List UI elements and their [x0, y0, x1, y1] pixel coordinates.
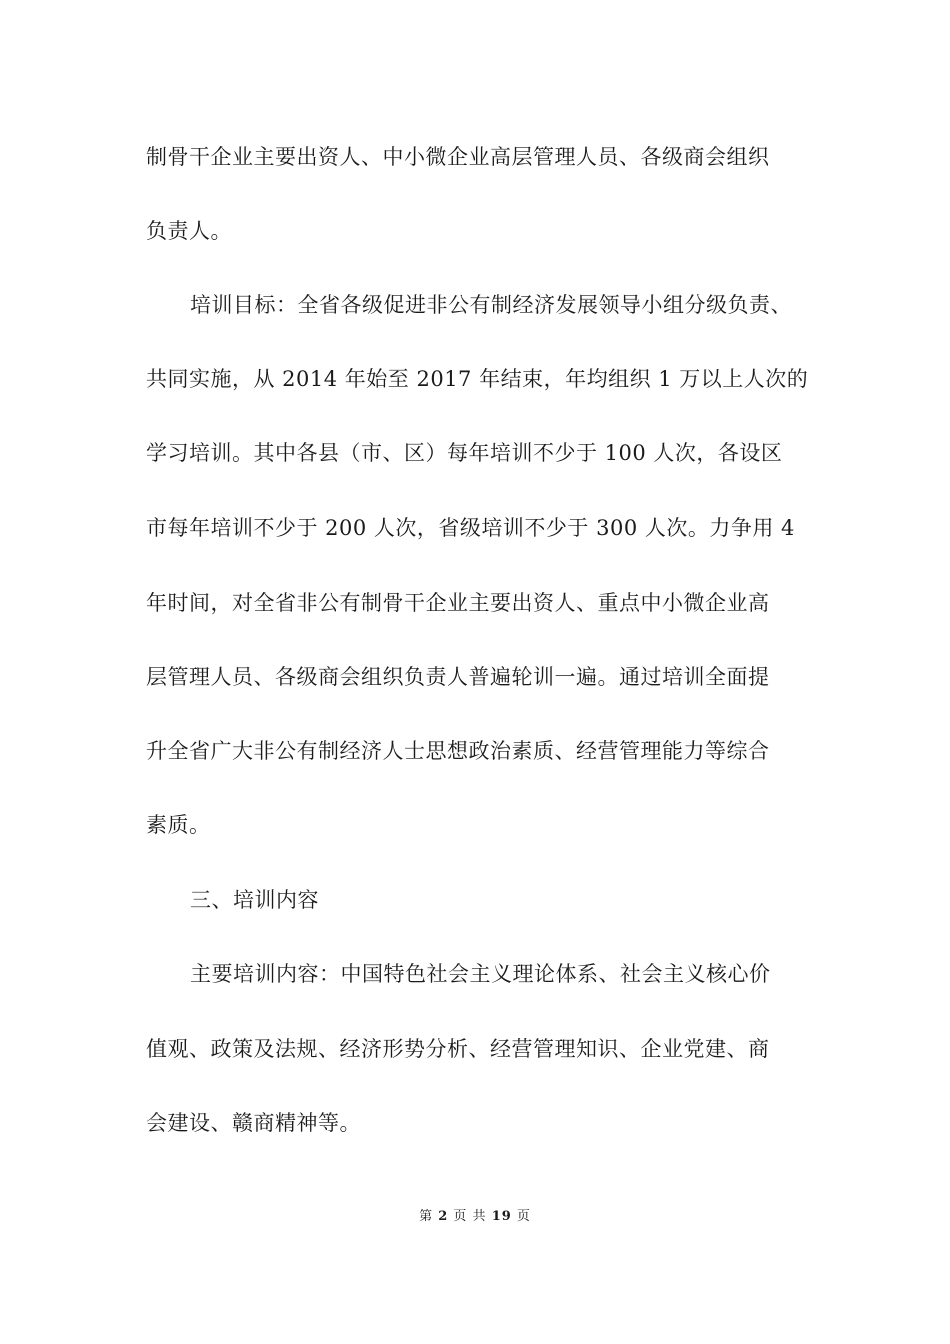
body-line-11: 主要培训内容：中国特色社会主义理论体系、社会主义核心价 — [190, 962, 771, 986]
body-line-3: 培训目标：全省各级促进非公有制经济发展领导小组分级负责、 — [190, 293, 792, 317]
body-line-2: 负责人。 — [146, 219, 232, 243]
body-line-5: 学习培训。其中各县（市、区）每年培训不少于 100 人次，各设区 — [146, 441, 783, 465]
body-line-6: 市每年培训不少于 200 人次，省级培训不少于 300 人次。力争用 4 — [146, 516, 795, 540]
body-line-7: 年时间，对全省非公有制骨干企业主要出资人、重点中小微企业高 — [146, 591, 770, 615]
body-line-9: 升全省广大非公有制经济人士思想政治素质、经营管理能力等综合 — [146, 739, 770, 763]
body-line-12: 值观、政策及法规、经济形势分析、经营管理知识、企业党建、商 — [146, 1037, 770, 1061]
page-footer — [0, 1207, 950, 1227]
body-line-4: 共同实施，从 2014 年始至 2017 年结束，年均组织 1 万以上人次的 — [146, 367, 809, 391]
footer-suffix: 页 — [516, 1209, 531, 1224]
body-line-1: 制骨干企业主要出资人、中小微企业高层管理人员、各级商会组织 — [146, 145, 770, 169]
section-heading: 三、培训内容 — [190, 888, 319, 912]
footer-prefix: 第 — [419, 1209, 434, 1224]
body-line-10: 素质。 — [146, 813, 211, 837]
body-line-8: 层管理人员、各级商会组织负责人普遍轮训一遍。通过培训全面提 — [146, 665, 770, 689]
body-line-13: 会建设、赣商精神等。 — [146, 1111, 361, 1135]
footer-current-page: 2 — [438, 1209, 449, 1224]
footer-middle: 页 共 — [453, 1209, 487, 1224]
footer-total-pages: 19 — [491, 1209, 512, 1224]
